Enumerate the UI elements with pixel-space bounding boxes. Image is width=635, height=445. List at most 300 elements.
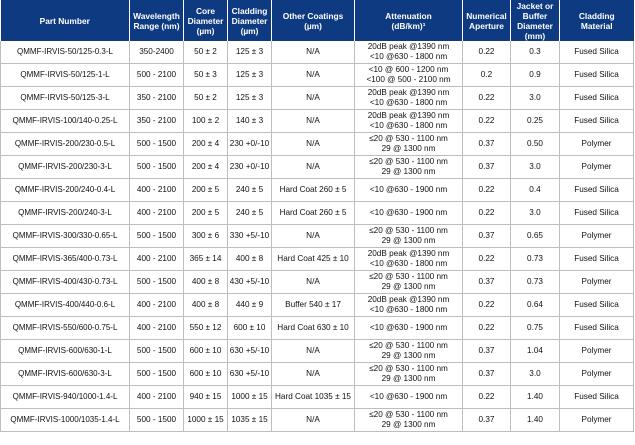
cell-line: Polymer [581, 139, 612, 149]
cell-line: 20dB peak @1390 nm [367, 295, 450, 305]
cell-wavelength-range [130, 156, 184, 179]
cell-line: <10 @ 600 - 1200 nm [368, 65, 449, 75]
cell-line: 600 ± 10 [189, 346, 222, 356]
cell-attenuation [355, 225, 463, 248]
cell-line: N/A [306, 70, 320, 80]
cell-line: Fused Silica [574, 185, 619, 195]
cell-line: 330 +5/-10 [229, 231, 270, 241]
header-line: Wavelength [133, 10, 180, 21]
cell-part-number [1, 409, 130, 432]
cell-line: ≤20 @ 530 - 1100 nm [369, 134, 448, 144]
table-row [1, 409, 634, 432]
cell-part-number [1, 179, 130, 202]
cell-attenuation [355, 248, 463, 271]
cell-cladding-diameter [228, 248, 272, 271]
header-line: Material [580, 20, 613, 31]
cell-part-number [1, 294, 130, 317]
cell-cladding-material [560, 41, 634, 64]
table-row [1, 271, 634, 294]
cell-wavelength-range [130, 271, 184, 294]
cell-other-coatings [272, 156, 355, 179]
header-line: (µm) [240, 25, 259, 36]
cell-line: 300 ± 6 [191, 231, 220, 241]
cell-line: 430 +5/-10 [229, 277, 270, 287]
cell-line: 630 +5/-10 [229, 346, 270, 356]
cell-cladding-diameter [228, 271, 272, 294]
cell-cladding-diameter [228, 110, 272, 133]
cell-wavelength-range [130, 179, 184, 202]
cell-line: Fused Silica [574, 208, 619, 218]
cell-cladding-material [560, 110, 634, 133]
cell-line: 3.0 [529, 162, 541, 172]
cell-line: 0.22 [478, 208, 495, 218]
header-other-coatings [272, 0, 355, 41]
cell-line: N/A [306, 369, 320, 379]
cell-part-number [1, 363, 130, 386]
cell-cladding-material [560, 179, 634, 202]
header-attenuation [355, 0, 463, 41]
header-line: Aperture [469, 20, 504, 31]
cell-line: 0.22 [478, 116, 495, 126]
header-line: Jacket or [516, 0, 554, 11]
cell-core-diameter [184, 294, 228, 317]
cell-core-diameter [184, 317, 228, 340]
cell-wavelength-range [130, 294, 184, 317]
cell-numerical-aperture [463, 340, 511, 363]
cell-part-number [1, 271, 130, 294]
cell-line: 20dB peak @1390 nm [367, 111, 450, 121]
cell-other-coatings [272, 363, 355, 386]
cell-attenuation [355, 294, 463, 317]
cell-jacket-buffer-diameter [511, 294, 560, 317]
table-row [1, 386, 634, 409]
cell-attenuation [355, 363, 463, 386]
cell-line: 140 ± 3 [235, 116, 264, 126]
cell-line: Hard Coat 425 ± 10 [277, 254, 349, 264]
cell-line: N/A [306, 139, 320, 149]
cell-core-diameter [184, 202, 228, 225]
cell-jacket-buffer-diameter [511, 317, 560, 340]
table-header-row [1, 0, 634, 41]
cell-jacket-buffer-diameter [511, 340, 560, 363]
header-line: Attenuation [385, 10, 432, 21]
cell-line: ≤20 @ 530 - 1100 nm [369, 226, 448, 236]
cell-numerical-aperture [463, 87, 511, 110]
cell-wavelength-range [130, 317, 184, 340]
cell-line: Polymer [581, 231, 612, 241]
header-line: (µm) [304, 20, 322, 31]
cell-jacket-buffer-diameter [511, 64, 560, 87]
cell-line: 600 ± 10 [233, 323, 266, 333]
cell-wavelength-range [130, 110, 184, 133]
cell-other-coatings [272, 340, 355, 363]
cell-line: 365 ± 14 [189, 254, 222, 264]
cell-line: 400 ± 8 [191, 300, 220, 310]
cell-wavelength-range [130, 225, 184, 248]
cell-line: 1035 ± 15 [231, 415, 268, 425]
cell-part-number [1, 41, 130, 64]
cell-line: Fused Silica [574, 300, 619, 310]
cell-line: <10 @630 - 1900 nm [369, 208, 448, 218]
cell-line: QMMF-IRVIS-550/600-0.75-L [12, 323, 118, 333]
cell-line: 0.37 [478, 231, 495, 241]
cell-numerical-aperture [463, 248, 511, 271]
cell-numerical-aperture [463, 271, 511, 294]
header-line: Range (nm) [133, 20, 180, 31]
header-cladding-material [560, 0, 634, 41]
cell-line: 3.0 [529, 93, 541, 103]
cell-other-coatings [272, 110, 355, 133]
cell-line: N/A [306, 47, 320, 57]
cell-line: Hard Coat 260 ± 5 [279, 185, 347, 195]
cell-attenuation [355, 87, 463, 110]
cell-attenuation [355, 202, 463, 225]
cell-line: 20dB peak @1390 nm [367, 249, 450, 259]
header-line: (µm) [196, 25, 215, 36]
header-cladding-diameter [228, 0, 272, 41]
cell-cladding-diameter [228, 202, 272, 225]
cell-part-number [1, 133, 130, 156]
cell-line: <100 @ 500 - 2100 nm [366, 75, 451, 84]
cell-cladding-diameter [228, 179, 272, 202]
cell-wavelength-range [130, 363, 184, 386]
header-line: Numerical [466, 10, 507, 21]
cell-line: 0.65 [527, 231, 543, 241]
cell-line: 400 - 2100 [136, 185, 177, 195]
cell-line: QMMF-IRVIS-50/125-1-L [20, 70, 110, 80]
cell-cladding-diameter [228, 87, 272, 110]
header-line: Core [195, 5, 216, 16]
cell-part-number [1, 340, 130, 363]
cell-core-diameter [184, 248, 228, 271]
cell-line: N/A [306, 231, 320, 241]
cell-line: 29 @ 1300 nm [381, 236, 436, 245]
header-numerical-aperture [463, 0, 511, 41]
cell-line: Hard Coat 1035 ± 15 [275, 392, 351, 402]
cell-line: 500 - 2100 [136, 70, 177, 80]
cell-part-number [1, 317, 130, 340]
cell-other-coatings [272, 133, 355, 156]
cell-other-coatings [272, 248, 355, 271]
cell-attenuation [355, 64, 463, 87]
cell-part-number [1, 225, 130, 248]
cell-line: QMMF-IRVIS-940/1000-1.4-L [12, 392, 118, 402]
cell-other-coatings [272, 271, 355, 294]
cell-line: QMMF-IRVIS-50/125-3-L [20, 93, 110, 103]
cell-cladding-diameter [228, 294, 272, 317]
cell-line: 0.22 [478, 300, 495, 310]
cell-line: 230 +0/-10 [229, 139, 270, 149]
cell-core-diameter [184, 133, 228, 156]
cell-line: Fused Silica [574, 47, 619, 57]
cell-line: Fused Silica [574, 116, 619, 126]
header-wavelength-range [130, 0, 184, 41]
cell-core-diameter [184, 409, 228, 432]
cell-line: 500 - 1500 [136, 277, 177, 287]
cell-line: 50 ± 2 [194, 47, 217, 57]
cell-line: QMMF-IRVIS-300/330-0.65-L [12, 231, 118, 241]
table-row [1, 225, 634, 248]
cell-line: 200 ± 4 [191, 139, 220, 149]
cell-line: 125 ± 3 [235, 93, 264, 103]
cell-cladding-diameter [228, 340, 272, 363]
cell-line: <10 @630 - 1800 nm [369, 305, 448, 314]
cell-line: ≤20 @ 530 - 1100 nm [369, 410, 448, 420]
cell-attenuation [355, 110, 463, 133]
cell-part-number [1, 202, 130, 225]
cell-wavelength-range [130, 87, 184, 110]
table-row [1, 202, 634, 225]
cell-line: 500 - 1500 [136, 231, 177, 241]
cell-line: QMMF-IRVIS-200/240-3-L [18, 208, 112, 218]
cell-line: 230 +0/-10 [229, 162, 270, 172]
cell-jacket-buffer-diameter [511, 110, 560, 133]
cell-line: 0.3 [529, 47, 541, 57]
cell-cladding-material [560, 386, 634, 409]
cell-line: 0.22 [478, 254, 495, 264]
cell-cladding-material [560, 225, 634, 248]
cell-line: QMMF-IRVIS-100/140-0.25-L [12, 116, 118, 126]
cell-line: QMMF-IRVIS-400/430-0.73-L [12, 277, 118, 287]
cell-core-diameter [184, 386, 228, 409]
cell-cladding-material [560, 64, 634, 87]
cell-numerical-aperture [463, 363, 511, 386]
cell-line: 125 ± 3 [235, 70, 264, 80]
cell-line: Fused Silica [574, 93, 619, 103]
table-row [1, 317, 634, 340]
cell-other-coatings [272, 64, 355, 87]
cell-line: 500 - 1500 [136, 162, 177, 172]
cell-line: 20dB peak @1390 nm [367, 42, 450, 52]
cell-jacket-buffer-diameter [511, 225, 560, 248]
cell-numerical-aperture [463, 409, 511, 432]
cell-other-coatings [272, 41, 355, 64]
cell-jacket-buffer-diameter [511, 156, 560, 179]
cell-line: 350-2400 [139, 47, 174, 57]
cell-cladding-material [560, 248, 634, 271]
cell-line: 0.73 [527, 254, 543, 264]
cell-numerical-aperture [463, 202, 511, 225]
header-line: Part Number [39, 15, 90, 26]
cell-cladding-diameter [228, 409, 272, 432]
cell-cladding-material [560, 340, 634, 363]
table-row [1, 110, 634, 133]
cell-line: 200 ± 5 [191, 185, 220, 195]
cell-line: 400 - 2100 [136, 300, 177, 310]
cell-attenuation [355, 271, 463, 294]
cell-line: 29 @ 1300 nm [381, 420, 436, 429]
cell-line: 0.37 [478, 346, 495, 356]
table-row [1, 87, 634, 110]
cell-line: 600 ± 10 [189, 369, 222, 379]
cell-line: ≤20 @ 530 - 1100 nm [369, 341, 448, 351]
table-row [1, 133, 634, 156]
cell-line: 0.50 [527, 139, 543, 149]
cell-line: QMMF-IRVIS-200/230-3-L [18, 162, 112, 172]
cell-other-coatings [272, 386, 355, 409]
cell-line: N/A [306, 93, 320, 103]
cell-line: Polymer [581, 162, 612, 172]
cell-cladding-diameter [228, 386, 272, 409]
cell-cladding-diameter [228, 64, 272, 87]
header-line: (mm) [524, 30, 546, 41]
table-body [1, 41, 634, 432]
cell-jacket-buffer-diameter [511, 386, 560, 409]
cell-cladding-diameter [228, 363, 272, 386]
cell-other-coatings [272, 202, 355, 225]
cell-core-diameter [184, 87, 228, 110]
header-line: Diameter [231, 15, 268, 26]
cell-line: <10 @630 - 1800 nm [369, 52, 448, 61]
cell-line: ≤20 @ 530 - 1100 nm [369, 364, 448, 374]
cell-line: <10 @630 - 1900 nm [369, 185, 448, 195]
cell-cladding-material [560, 409, 634, 432]
cell-numerical-aperture [463, 179, 511, 202]
cell-line: 0.4 [529, 185, 541, 195]
cell-numerical-aperture [463, 294, 511, 317]
cell-line: 0.22 [478, 392, 495, 402]
cell-cladding-material [560, 156, 634, 179]
cell-line: Hard Coat 260 ± 5 [279, 208, 347, 218]
header-line: Diameter [187, 15, 224, 26]
cell-line: 0.22 [478, 323, 495, 333]
cell-line: QMMF-IRVIS-200/230-0.5-L [14, 139, 116, 149]
table-row [1, 179, 634, 202]
cell-line: QMMF-IRVIS-1000/1035-1.4-L [10, 415, 120, 425]
cell-line: 550 ± 12 [189, 323, 222, 333]
cell-cladding-material [560, 363, 634, 386]
cell-cladding-diameter [228, 156, 272, 179]
cell-jacket-buffer-diameter [511, 87, 560, 110]
cell-jacket-buffer-diameter [511, 41, 560, 64]
cell-line: Fused Silica [574, 254, 619, 264]
cell-line: 1.04 [527, 346, 543, 356]
cell-line: 350 - 2100 [136, 116, 177, 126]
cell-line: <10 @630 - 1800 nm [369, 259, 448, 268]
cell-line: 400 - 2100 [136, 392, 177, 402]
cell-line: N/A [306, 116, 320, 126]
cell-line: N/A [306, 415, 320, 425]
cell-line: 500 - 1500 [136, 346, 177, 356]
cell-cladding-diameter [228, 41, 272, 64]
cell-attenuation [355, 156, 463, 179]
table-row [1, 340, 634, 363]
cell-cladding-diameter [228, 225, 272, 248]
cell-other-coatings [272, 87, 355, 110]
cell-line: 200 ± 4 [191, 162, 220, 172]
cell-part-number [1, 156, 130, 179]
cell-line: 0.2 [480, 70, 493, 80]
cell-part-number [1, 64, 130, 87]
cell-line: 0.73 [527, 277, 543, 287]
cell-numerical-aperture [463, 156, 511, 179]
cell-numerical-aperture [463, 64, 511, 87]
cell-line: Fused Silica [574, 70, 619, 80]
header-line: Cladding [578, 10, 615, 21]
cell-cladding-material [560, 133, 634, 156]
cell-line: 440 ± 9 [235, 300, 264, 310]
cell-cladding-material [560, 271, 634, 294]
cell-other-coatings [272, 294, 355, 317]
cell-line: 20dB peak @1390 nm [367, 88, 450, 98]
cell-line: 0.75 [527, 323, 543, 333]
cell-line: 0.37 [478, 139, 495, 149]
cell-other-coatings [272, 409, 355, 432]
cell-line: <10 @630 - 1900 nm [369, 323, 448, 333]
cell-line: QMMF-IRVIS-365/400-0.73-L [12, 254, 118, 264]
cell-numerical-aperture [463, 386, 511, 409]
cell-other-coatings [272, 225, 355, 248]
cell-core-diameter [184, 64, 228, 87]
cell-part-number [1, 87, 130, 110]
cell-line: 0.37 [478, 162, 495, 172]
cell-cladding-material [560, 87, 634, 110]
cell-other-coatings [272, 179, 355, 202]
cell-cladding-diameter [228, 317, 272, 340]
cell-line: 125 ± 3 [235, 47, 264, 57]
cell-line: Buffer 540 ± 17 [285, 300, 341, 310]
cell-line: Hard Coat 630 ± 10 [277, 323, 349, 333]
cell-line: QMMF-IRVIS-50/125-0.3-L [17, 47, 113, 57]
cell-jacket-buffer-diameter [511, 202, 560, 225]
cell-line: 0.37 [478, 277, 495, 287]
cell-line: 1000 ± 15 [187, 415, 224, 425]
cell-attenuation [355, 133, 463, 156]
cell-other-coatings [272, 317, 355, 340]
cell-line: N/A [306, 277, 320, 287]
cell-line: 0.25 [527, 116, 543, 126]
cell-line: Fused Silica [574, 323, 619, 333]
cell-part-number [1, 386, 130, 409]
cell-wavelength-range [130, 41, 184, 64]
cell-line: 0.37 [478, 415, 495, 425]
cell-jacket-buffer-diameter [511, 363, 560, 386]
cell-attenuation [355, 179, 463, 202]
cell-cladding-material [560, 202, 634, 225]
cell-jacket-buffer-diameter [511, 271, 560, 294]
cell-line: Polymer [581, 415, 612, 425]
cell-part-number [1, 110, 130, 133]
cell-line: 1.40 [527, 415, 543, 425]
cell-attenuation [355, 317, 463, 340]
cell-line: QMMF-IRVIS-600/630-1-L [18, 346, 112, 356]
cell-line: 0.22 [478, 185, 495, 195]
cell-jacket-buffer-diameter [511, 248, 560, 271]
cell-line: 3.0 [529, 369, 541, 379]
cell-line: 0.9 [529, 70, 541, 80]
cell-line: 1000 ± 15 [231, 392, 268, 402]
cell-line: 500 - 1500 [136, 369, 177, 379]
cell-line: 29 @ 1300 nm [381, 144, 436, 153]
cell-core-diameter [184, 110, 228, 133]
cell-core-diameter [184, 271, 228, 294]
header-core-diameter [184, 0, 228, 41]
cell-numerical-aperture [463, 225, 511, 248]
table-row [1, 41, 634, 64]
cell-line: 50 ± 3 [194, 70, 217, 80]
cell-line: 200 ± 5 [191, 208, 220, 218]
cell-line: 50 ± 2 [194, 93, 217, 103]
cell-line: QMMF-IRVIS-600/630-3-L [18, 369, 112, 379]
cell-cladding-diameter [228, 133, 272, 156]
header-line: (dB/km)¹ [391, 20, 426, 31]
cell-core-diameter [184, 363, 228, 386]
cell-line: N/A [306, 346, 320, 356]
cell-line: 3.0 [529, 208, 541, 218]
cell-attenuation [355, 386, 463, 409]
cell-jacket-buffer-diameter [511, 409, 560, 432]
cell-wavelength-range [130, 386, 184, 409]
